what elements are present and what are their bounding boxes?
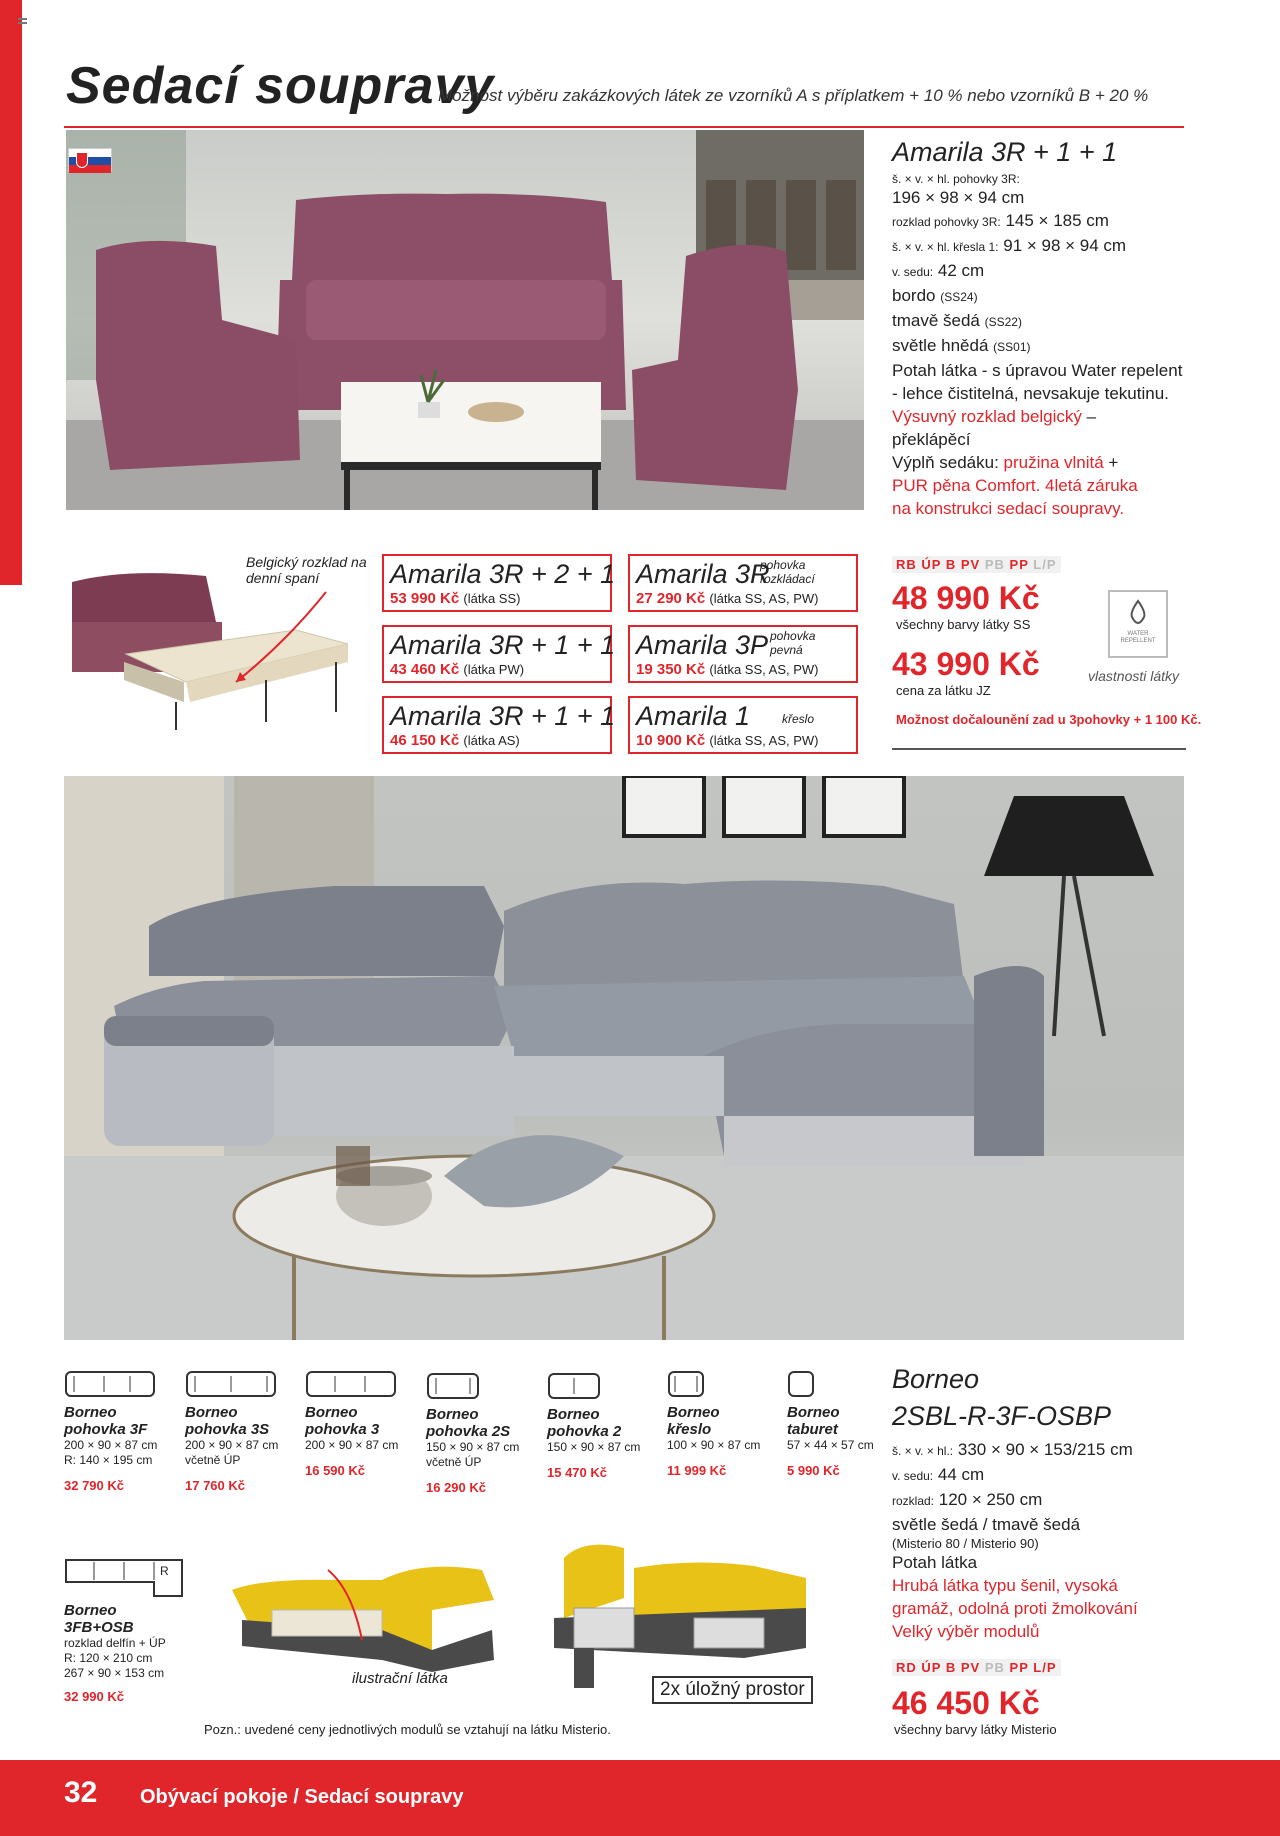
dims-chair: 91 × 98 × 94 cm: [1003, 236, 1127, 255]
price-box-price: 46 150 Kč: [390, 732, 460, 749]
module-name: Borneo: [426, 1406, 479, 1423]
fabric-code: PP: [1009, 1660, 1029, 1675]
borneo-specs: [892, 1364, 1262, 1737]
armchair-module-icon: [667, 1370, 705, 1398]
yellow-sofa-storage-photo: [544, 1538, 810, 1688]
section-name: Obývací pokoje / Sedací soupravy: [140, 1786, 464, 1808]
fabric-code: B: [945, 1660, 957, 1675]
module-type: pohovka 2: [547, 1423, 622, 1440]
borneo-red-line: gramáž, odolná proti žmolkování: [892, 1599, 1138, 1618]
fill-line-3: na konstrukci sedací soupravy.: [892, 499, 1125, 518]
price-box-price: 27 290 Kč: [636, 590, 706, 607]
borneo-bed: 120 × 250 cm: [938, 1490, 1043, 1509]
price-box-name: Amarila 3R + 2 + 1: [390, 559, 616, 589]
fill-label: Výplň sedáku:: [892, 453, 1004, 472]
sofa-bed-photo: [66, 562, 354, 732]
page-title: Sedací soupravy: [66, 57, 495, 115]
storage-label: 2x úložný prostor: [652, 1676, 813, 1704]
cover-line-2: - lehce čistitelná, nevsakuje tekutinu.: [892, 384, 1169, 403]
corner-mark-icon: [18, 18, 27, 24]
dims-label-chair: š. × v. × hl. křesla 1:: [892, 240, 999, 254]
mechanism-line-2: překlápěcí: [892, 430, 971, 449]
fabric-code: PB: [984, 1660, 1005, 1675]
seat-height: 42 cm: [937, 261, 985, 280]
module-type: křeslo: [667, 1421, 712, 1438]
price-secondary-note: cena za látku JZ: [896, 683, 991, 698]
color-code: (SS24): [940, 290, 978, 304]
price-box-fabric: (látka SS, AS, PW): [709, 733, 819, 748]
price-box-price: 19 350 Kč: [636, 661, 706, 678]
price-box-name: Amarila 3P: [636, 630, 769, 660]
fill-plus: +: [1103, 453, 1119, 472]
module-type: taburet: [787, 1421, 838, 1438]
borneo-price: 46 450 Kč: [892, 1685, 1040, 1721]
module-dims: 150 × 90 × 87 cm: [547, 1440, 641, 1454]
bed-label: rozklad:: [892, 1494, 935, 1508]
borneo-note: Pozn.: uvedené ceny jednotlivých modulů se vztahují na látku Misterio.: [204, 1722, 611, 1737]
borneo-model: 2SBL-R-3F-OSBP: [892, 1401, 1112, 1431]
module-item: [787, 1370, 902, 1478]
fabric-code: PV: [960, 557, 981, 572]
borneo-dims: 330 × 90 × 153/215 cm: [957, 1440, 1133, 1459]
water-drop-icon: [1126, 598, 1150, 626]
module-type: 3FB+OSB: [64, 1619, 134, 1636]
price-box-name: Amarila 3R + 1 + 1: [390, 701, 616, 731]
fill-spring: pružina vlnitá: [1003, 453, 1104, 472]
borneo-price-note: všechny barvy látky Misterio: [894, 1722, 1057, 1737]
price-box-sub: pohovka pevná: [770, 629, 816, 657]
module-price: 32 990 Kč: [64, 1689, 124, 1704]
fabric-code: L/P: [1033, 1660, 1057, 1675]
module-dims: 57 × 44 × 57 cm: [787, 1438, 874, 1452]
amarila-photo: [66, 130, 864, 510]
price-main-note: všechny barvy látky SS: [896, 617, 1031, 632]
price-box-sub: křeslo: [782, 712, 815, 726]
module-name: Borneo: [787, 1404, 840, 1421]
dims-label: š. × v. × hl.:: [892, 1444, 954, 1458]
module-type: pohovka 3F: [64, 1421, 148, 1438]
color-code: (SS22): [984, 315, 1022, 329]
bed-size: 145 × 185 cm: [1005, 211, 1109, 230]
color-name: bordo: [892, 286, 936, 305]
dims-sofa: 196 × 98 × 94 cm: [892, 188, 1025, 207]
illustrative-fabric-label: ilustrační látka: [352, 1670, 448, 1687]
seat-label: v. sedu:: [892, 265, 934, 279]
price-box-fabric: (látka PW): [463, 662, 525, 677]
price-box-name: Amarila 1: [636, 701, 751, 731]
fabric-codes: [892, 556, 1061, 573]
module-dims: 100 × 90 × 87 cm: [667, 1438, 761, 1452]
stool-module-icon: [787, 1370, 815, 1398]
borneo-colors: světle šedá / tmavě šedá: [892, 1515, 1081, 1534]
module-name: Borneo: [547, 1406, 600, 1423]
price-box: [382, 554, 616, 612]
amarila-specs: [892, 137, 1262, 520]
module-type: pohovka 3S: [185, 1421, 270, 1438]
module-price: 11 999 Kč: [667, 1463, 727, 1478]
price-main: 48 990 Kč: [892, 580, 1040, 616]
seat-label: v. sedu:: [892, 1469, 934, 1483]
module-extra: včetně ÚP: [185, 1453, 241, 1467]
price-box: [628, 696, 858, 754]
borneo-cover: Potah látka: [892, 1553, 978, 1572]
price-box: [382, 696, 616, 754]
borneo-title: Borneo: [892, 1364, 980, 1394]
module-item: [305, 1370, 420, 1478]
bed-caption: Belgický rozklad na denní spaní: [246, 554, 367, 586]
color-code: (SS01): [993, 340, 1031, 354]
borneo-red-line: Velký výběr modulů: [892, 1622, 1040, 1641]
module-dims: 200 × 90 × 87 cm: [185, 1438, 279, 1452]
price-box-name: Amarila 3R: [636, 559, 770, 589]
module-name: Borneo: [64, 1602, 117, 1619]
module-price: 32 790 Kč: [64, 1478, 124, 1493]
module-name: Borneo: [667, 1404, 720, 1421]
module-price: 5 990 Kč: [787, 1463, 840, 1478]
fabric-code: PV: [960, 1660, 981, 1675]
three-seat-module-icon: [185, 1370, 277, 1398]
color-name: světle hnědá: [892, 336, 989, 355]
borneo-red-line: Hrubá látka typu šenil, vysoká: [892, 1576, 1118, 1595]
two-seat-module-icon: [547, 1372, 601, 1400]
fabric-code: ÚP: [921, 1660, 942, 1675]
header-divider: [64, 126, 1184, 128]
price-box: [628, 554, 858, 612]
borneo-colors-code: (Misterio 80 / Misterio 90): [892, 1536, 1039, 1551]
dims-label-sofa: š. × v. × hl. pohovky 3R:: [892, 172, 1020, 186]
module-line: 267 × 90 × 153 cm: [64, 1666, 165, 1680]
water-badge-text: WATER REPELLENT: [1120, 631, 1156, 644]
module-type: pohovka 3: [305, 1421, 380, 1438]
fabric-code: PP: [1009, 557, 1029, 572]
fabric-code: RB: [896, 557, 917, 572]
amarila-title: Amarila 3R + 1 + 1: [892, 137, 1118, 167]
price-box-fabric: (látka SS, AS, PW): [709, 591, 819, 606]
module-dims: 200 × 90 × 87 cm: [64, 1438, 158, 1452]
price-box-price: 43 460 Kč: [390, 661, 460, 678]
three-seat-module-icon: [305, 1370, 397, 1398]
price-box-fabric: (látka SS, AS, PW): [709, 662, 819, 677]
section-divider: [892, 748, 1186, 750]
mechanism-red: Výsuvný rozklad belgický: [892, 407, 1082, 426]
footer-bar: [0, 1760, 1280, 1836]
price-box-sub: pohovka rozkládací: [760, 558, 815, 586]
fabric-codes: [892, 1659, 1061, 1676]
water-repellent-badge: [1108, 590, 1168, 658]
module-item: [547, 1372, 662, 1480]
module-item: [426, 1372, 541, 1495]
module-line: rozklad delfín + ÚP: [64, 1636, 166, 1650]
module-name: Borneo: [185, 1404, 238, 1421]
fabric-code: RD: [896, 1660, 917, 1675]
page-number: 32: [64, 1776, 98, 1809]
price-box-price: 10 900 Kč: [636, 732, 706, 749]
module-price: 16 590 Kč: [305, 1463, 365, 1478]
color-name: tmavě šedá: [892, 311, 980, 330]
module-price: 16 290 Kč: [426, 1480, 486, 1495]
module-dims: 150 × 90 × 87 cm: [426, 1440, 520, 1454]
two-seat-module-icon: [426, 1372, 480, 1400]
module-extra: včetně ÚP: [426, 1455, 482, 1469]
module-dims: 200 × 90 × 87 cm: [305, 1438, 399, 1452]
borneo-seat: 44 cm: [937, 1465, 985, 1484]
price-secondary: 43 990 Kč: [892, 646, 1040, 682]
module-price: 15 470 Kč: [547, 1465, 607, 1480]
left-red-bar: [0, 0, 22, 585]
fabric-code: B: [945, 557, 957, 572]
yellow-sofa-bed-photo: [232, 1550, 502, 1672]
module-item: [185, 1370, 300, 1493]
bed-label: rozklad pohovky 3R:: [892, 215, 1001, 229]
price-box-price: 53 990 Kč: [390, 590, 460, 607]
module-type: pohovka 2S: [426, 1423, 511, 1440]
slovak-flag-icon: [68, 148, 112, 172]
module-extra: R: 140 × 195 cm: [64, 1453, 153, 1467]
module-item-corner: [64, 1558, 204, 1704]
mechanism-dash: –: [1081, 407, 1097, 426]
fabric-props-label: vlastnosti látky: [1088, 668, 1180, 684]
module-price: 17 760 Kč: [185, 1478, 245, 1493]
price-box: [628, 625, 858, 683]
module-name: Borneo: [305, 1404, 358, 1421]
fabric-code: PB: [984, 557, 1005, 572]
module-item: [64, 1370, 179, 1493]
fabric-code: ÚP: [921, 557, 942, 572]
fill-line-2: PUR pěna Comfort. 4letá záruka: [892, 476, 1138, 495]
price-box-fabric: (látka SS): [463, 591, 521, 606]
extra-note: Možnost dočalounění zad u 3pohovky + 1 100 Kč.: [896, 712, 1202, 727]
corner-mark: R: [160, 1564, 169, 1578]
price-box-fabric: (látka AS): [463, 733, 520, 748]
price-box-name: Amarila 3R + 1 + 1: [390, 630, 616, 660]
header-note: Možnost výběru zakázkových látek ze vzorníků A s příplatkem + 10 % nebo vzorníků B + 20 %: [438, 86, 1149, 105]
module-name: Borneo: [64, 1404, 117, 1421]
three-seat-module-icon: [64, 1370, 156, 1398]
module-item: [667, 1370, 782, 1478]
module-line: R: 120 × 210 cm: [64, 1651, 153, 1665]
price-box: [382, 625, 616, 683]
borneo-photo: [64, 776, 1184, 1340]
cover-line-1: Potah látka - s úpravou Water repelent: [892, 361, 1183, 380]
fabric-code: L/P: [1033, 557, 1057, 572]
